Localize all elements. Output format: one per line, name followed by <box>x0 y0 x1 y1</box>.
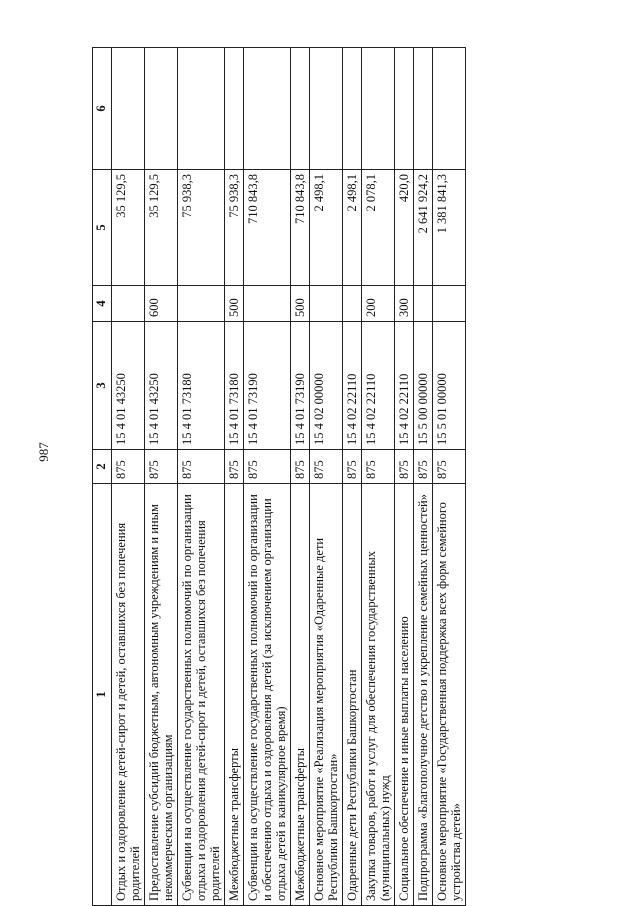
cell-code: 875 <box>112 450 145 484</box>
cell-extra <box>310 48 343 170</box>
header-col-2: 2 <box>93 450 112 484</box>
cell-amount: 1 381 841,3 <box>433 170 466 286</box>
cell-amount: 710 843,8 <box>244 170 291 286</box>
cell-expense-type: 200 <box>362 286 395 322</box>
cell-target-article: 15 4 02 00000 <box>310 322 343 450</box>
cell-name: Закупка товаров, работ и услуг для обеспечения государственных (муниципальных) нужд <box>362 484 395 906</box>
cell-extra <box>362 48 395 170</box>
cell-extra <box>112 48 145 170</box>
cell-name: Предоставление субсидий бюджетным, автономным учреждениям и иным некоммерческим организациям <box>145 484 178 906</box>
cell-expense-type: 300 <box>395 286 414 322</box>
cell-extra <box>414 48 433 170</box>
cell-extra <box>291 48 310 170</box>
cell-extra <box>395 48 414 170</box>
cell-name: Одаренные дети Республики Башкортостан <box>343 484 362 906</box>
cell-extra <box>145 48 178 170</box>
table-row <box>414 48 433 906</box>
cell-name: Основное мероприятие «Реализация мероприятия «Одаренные дети Республики Башкортостан» <box>310 484 343 906</box>
table-row <box>433 48 466 906</box>
cell-code: 875 <box>433 450 466 484</box>
cell-expense-type <box>244 286 291 322</box>
table-row <box>244 48 291 906</box>
cell-extra <box>244 48 291 170</box>
cell-extra <box>343 48 362 170</box>
cell-amount: 75 938,3 <box>178 170 225 286</box>
page-number: 987 <box>36 442 51 462</box>
cell-target-article: 15 4 02 22110 <box>343 322 362 450</box>
cell-code: 875 <box>395 450 414 484</box>
table-row <box>362 48 395 906</box>
cell-name: Межбюджетные трансферты <box>291 484 310 906</box>
cell-target-article: 15 4 01 43250 <box>145 322 178 450</box>
table-row <box>112 48 145 906</box>
budget-table <box>92 47 466 906</box>
header-col-6: 6 <box>93 48 112 170</box>
cell-code: 875 <box>178 450 225 484</box>
table-row <box>178 48 225 906</box>
table-body <box>112 48 466 906</box>
cell-code: 875 <box>310 450 343 484</box>
table-header-row <box>93 48 112 906</box>
header-col-1: 1 <box>93 484 112 906</box>
cell-amount: 2 498,1 <box>343 170 362 286</box>
cell-target-article: 15 4 02 22110 <box>362 322 395 450</box>
cell-name: Основное мероприятие «Государственная поддержка всех форм семейного устройства детей» <box>433 484 466 906</box>
cell-name: Подпрограмма «Благополучное детство и укрепление семейных ценностей» <box>414 484 433 906</box>
cell-code: 875 <box>343 450 362 484</box>
cell-expense-type <box>414 286 433 322</box>
cell-amount: 35 129,5 <box>112 170 145 286</box>
header-col-5: 5 <box>93 170 112 286</box>
table-row <box>291 48 310 906</box>
table-row <box>225 48 244 906</box>
cell-expense-type: 500 <box>291 286 310 322</box>
cell-expense-type <box>433 286 466 322</box>
table-row <box>395 48 414 906</box>
cell-code: 875 <box>225 450 244 484</box>
cell-code: 875 <box>244 450 291 484</box>
cell-code: 875 <box>291 450 310 484</box>
cell-expense-type <box>178 286 225 322</box>
cell-target-article: 15 4 01 73180 <box>178 322 225 450</box>
cell-amount: 2 078,1 <box>362 170 395 286</box>
cell-expense-type <box>112 286 145 322</box>
cell-amount: 75 938,3 <box>225 170 244 286</box>
cell-extra <box>178 48 225 170</box>
cell-name: Межбюджетные трансферты <box>225 484 244 906</box>
cell-code: 875 <box>145 450 178 484</box>
cell-name: Отдых и оздоровление детей-сирот и детей, оставшихся без попечения родителей <box>112 484 145 906</box>
table-row <box>145 48 178 906</box>
cell-code: 875 <box>414 450 433 484</box>
cell-amount: 2 498,1 <box>310 170 343 286</box>
cell-name: Субвенции на осуществление государственных полномочий по организации отдыха и оздоровления детей-сирот и детей, оставшихся без попечения родителей <box>178 484 225 906</box>
table-row <box>343 48 362 906</box>
cell-target-article: 15 5 01 00000 <box>433 322 466 450</box>
cell-amount: 2 641 924,2 <box>414 170 433 286</box>
budget-table-sheet <box>92 48 632 906</box>
cell-amount: 35 129,5 <box>145 170 178 286</box>
cell-code: 875 <box>362 450 395 484</box>
cell-target-article: 15 4 02 22110 <box>395 322 414 450</box>
cell-target-article: 15 4 01 73190 <box>291 322 310 450</box>
cell-extra <box>433 48 466 170</box>
table-row <box>310 48 343 906</box>
cell-target-article: 15 4 01 73190 <box>244 322 291 450</box>
cell-name: Субвенции на осуществление государственных полномочий по организации и обеспечению отдыха и оздоровления детей (за исключением организации отдыха детей в каникулярное время) <box>244 484 291 906</box>
cell-amount: 710 843,8 <box>291 170 310 286</box>
cell-expense-type <box>310 286 343 322</box>
cell-target-article: 15 5 00 00000 <box>414 322 433 450</box>
header-col-4: 4 <box>93 286 112 322</box>
cell-target-article: 15 4 01 73180 <box>225 322 244 450</box>
cell-expense-type <box>343 286 362 322</box>
cell-amount: 420,0 <box>395 170 414 286</box>
cell-name: Социальное обеспечение и иные выплаты населению <box>395 484 414 906</box>
cell-expense-type: 500 <box>225 286 244 322</box>
header-col-3: 3 <box>93 322 112 450</box>
cell-expense-type: 600 <box>145 286 178 322</box>
cell-extra <box>225 48 244 170</box>
cell-target-article: 15 4 01 43250 <box>112 322 145 450</box>
